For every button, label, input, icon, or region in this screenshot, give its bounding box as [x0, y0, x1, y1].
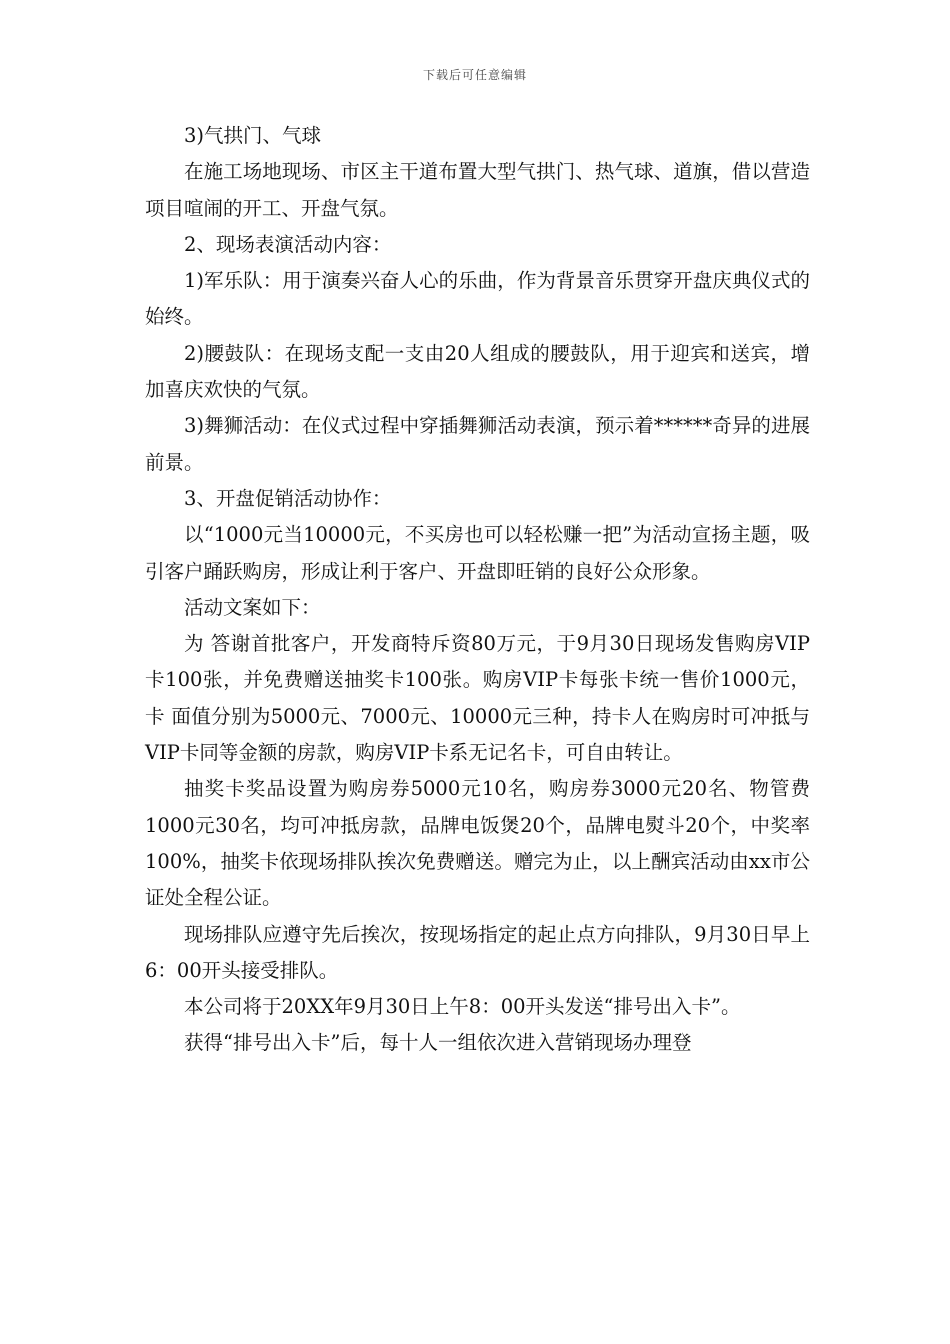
paragraph-arch-balloon-setup: 在施工场地现场、市区主干道布置大型气拱门、热气球、道旗，借以营造项目喧闹的开工、开盘气氛。 — [145, 160, 810, 220]
paragraph-promotion-theme: 以“1000元当10000元，不买房也可以轻松赚一把”为活动宣扬主题，吸引客户踊跃购房，形成让利于客户、开盘即旺销的良好公众形象。 — [145, 523, 810, 583]
section-heading-promotion: 3、开盘促销活动协作： — [184, 486, 392, 510]
paragraph-military-band: 1)军乐队：用于演奏兴奋人心的乐曲，作为背景音乐贯穿开盘庆典仪式的始终。 — [145, 269, 810, 329]
paragraph-card-distribution: 本公司将于20XX年9月30日上午8：00开头发送“排号出入卡”。 — [184, 995, 741, 1019]
paragraph-lion-dance: 3)舞狮活动：在仪式过程中穿插舞狮活动表演，预示着******奇异的进展前景。 — [145, 414, 810, 474]
document-body — [145, 118, 810, 1062]
page-header-note: 下载后可任意编辑 — [422, 68, 527, 82]
paragraph-waist-drum-team: 2)腰鼓队：在现场支配一支由20人组成的腰鼓队，用于迎宾和送宾，增加喜庆欢快的气氛。 — [145, 341, 810, 402]
section-heading-arch-balloon: 3)气拱门、气球 — [184, 124, 322, 147]
paragraph-queue-rules: 现场排队应遵守先后挨次，按现场指定的起止点方向排队，9月30日早上6：00开头接受排队。 — [145, 922, 810, 982]
paragraph-vip-card: 为 答谢首批客户，开发商特斥资80万元，于9月30日现场发售购房VIP卡100张，并免费赠送抽奖卡100张。购房VIP卡每张卡统一售价1000元，卡 面值分别为5000元、7000元、10000元三种，持卡人在购房时可冲抵与VIP卡同等金额的房款，购房VIP卡系无记名卡，可自由转让。 — [145, 632, 810, 765]
section-heading-performance: 2、现场表演活动内容： — [184, 232, 392, 256]
paragraph-entry-process: 获得“排号出入卡”后，每十人一组依次进入营销现场办理登 — [184, 1031, 692, 1055]
paragraph-lottery-prizes: 抽奖卡奖品设置为购房券5000元10名，购房券3000元20名、物管费1000元30名，均可冲抵房款，品牌电饭煲20个，品牌电熨斗20个，中奖率100%，抽奖卡依现场排队挨次免费赠送。赠完为止，以上酬宾活动由xx市公证处全程公证。 — [145, 777, 810, 910]
paragraph-copy-intro: 活动文案如下： — [184, 595, 321, 619]
